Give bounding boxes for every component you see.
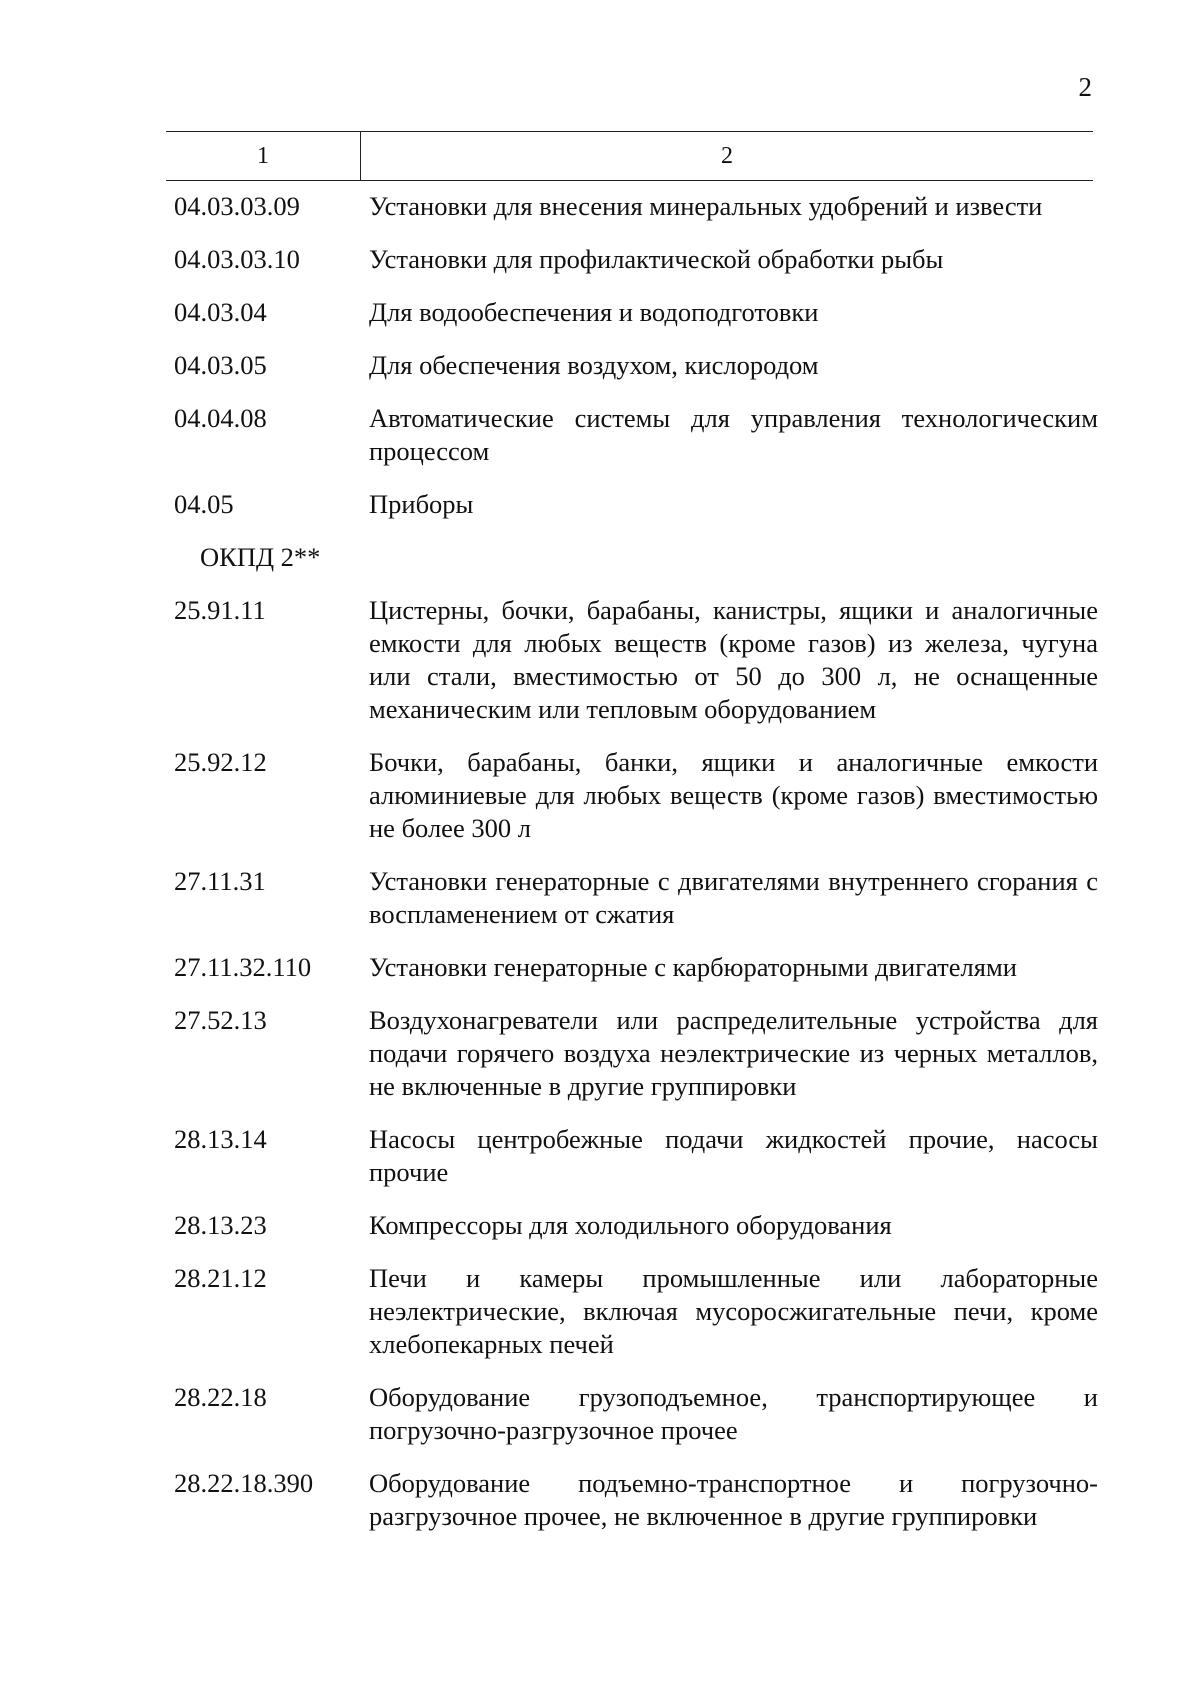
row-description: Печи и камеры промышленные или лабораторные неэлектрические, включая мусоросжигательные печи, кроме хлебопекарных печей bbox=[369, 1263, 1098, 1359]
row-code: 04.03.03.09 bbox=[174, 191, 300, 221]
column-header-1: 1 bbox=[166, 132, 361, 180]
row-code: 25.92.12 bbox=[174, 747, 267, 777]
column-header-2: 2 bbox=[721, 142, 733, 169]
row-description: Установки для профилактической обработки рыбы bbox=[369, 244, 944, 274]
row-code: 04.03.05 bbox=[174, 350, 267, 380]
row-description: Автоматические системы для управления технологическим процессом bbox=[369, 403, 1098, 466]
row-description: Бочки, барабаны, банки, ящики и аналогичные емкости алюминиевые для любых веществ (кроме газов) вместимостью не более 300 л bbox=[369, 747, 1098, 843]
row-description: Установки для внесения минеральных удобрений и извести bbox=[369, 191, 1043, 221]
table-row bbox=[174, 190, 1098, 223]
table-row bbox=[174, 865, 1098, 931]
row-code: 04.03.03.10 bbox=[174, 244, 300, 274]
table-row bbox=[174, 243, 1098, 276]
table-row bbox=[174, 951, 1098, 984]
table-row bbox=[174, 1123, 1098, 1189]
row-code: 28.22.18 bbox=[174, 1382, 267, 1412]
table-row bbox=[174, 1004, 1098, 1103]
row-code: 28.13.23 bbox=[174, 1210, 267, 1240]
row-code: 04.03.04 bbox=[174, 297, 267, 327]
section-label-okpd2: ОКПД 2** bbox=[200, 542, 321, 572]
row-description: Для водообеспечения и водоподготовки bbox=[369, 297, 819, 327]
page-number: 2 bbox=[1078, 72, 1092, 102]
table-row bbox=[174, 488, 1098, 521]
row-code: 04.04.08 bbox=[174, 403, 267, 433]
row-description: Насосы центробежные подачи жидкостей прочие, насосы прочие bbox=[369, 1124, 1098, 1187]
row-code: 27.52.13 bbox=[174, 1005, 267, 1035]
row-code: 28.22.18.390 bbox=[174, 1468, 314, 1498]
table-row bbox=[174, 746, 1098, 845]
row-description: Воздухонагреватели или распределительные устройства для подачи горячего воздуха неэлектрические из черных металлов, не включенные в другие группировки bbox=[369, 1005, 1098, 1101]
table-row bbox=[174, 402, 1098, 468]
table-row bbox=[174, 296, 1098, 329]
table-row bbox=[174, 1467, 1098, 1533]
row-description: Компрессоры для холодильного оборудования bbox=[369, 1210, 892, 1240]
table-header bbox=[166, 131, 1093, 181]
row-description: Установки генераторные с двигателями внутреннего сгорания с воспламенением от сжатия bbox=[369, 866, 1098, 929]
row-code: 27.11.32.110 bbox=[174, 952, 312, 982]
classifier-table-body bbox=[174, 190, 1098, 1553]
row-description: Приборы bbox=[369, 489, 474, 519]
row-code: 04.05 bbox=[174, 489, 234, 519]
table-row bbox=[174, 594, 1098, 726]
table-row bbox=[174, 1381, 1098, 1447]
row-code: 28.13.14 bbox=[174, 1124, 267, 1154]
row-description: Установки генераторные с карбюраторными двигателями bbox=[369, 952, 1017, 982]
row-code: 25.91.11 bbox=[174, 595, 266, 625]
table-row bbox=[174, 1209, 1098, 1242]
row-description: Оборудование подъемно-транспортное и погрузочно-разгрузочное прочее, не включенное в другие группировки bbox=[369, 1468, 1098, 1531]
row-description: Цистерны, бочки, барабаны, канистры, ящики и аналогичные емкости для любых веществ (кроме газов) из железа, чугуна или стали, вместимостью от 50 до 300 л, не оснащенные механическим или тепловым оборудованием bbox=[369, 595, 1098, 724]
row-code: 28.21.12 bbox=[174, 1263, 267, 1293]
row-code: 27.11.31 bbox=[174, 866, 266, 896]
row-description: Для обеспечения воздухом, кислородом bbox=[369, 350, 819, 380]
table-row bbox=[174, 1262, 1098, 1361]
row-description: Оборудование грузоподъемное, транспортирующее и погрузочно-разгрузочное прочее bbox=[369, 1382, 1098, 1445]
table-row bbox=[174, 349, 1098, 382]
